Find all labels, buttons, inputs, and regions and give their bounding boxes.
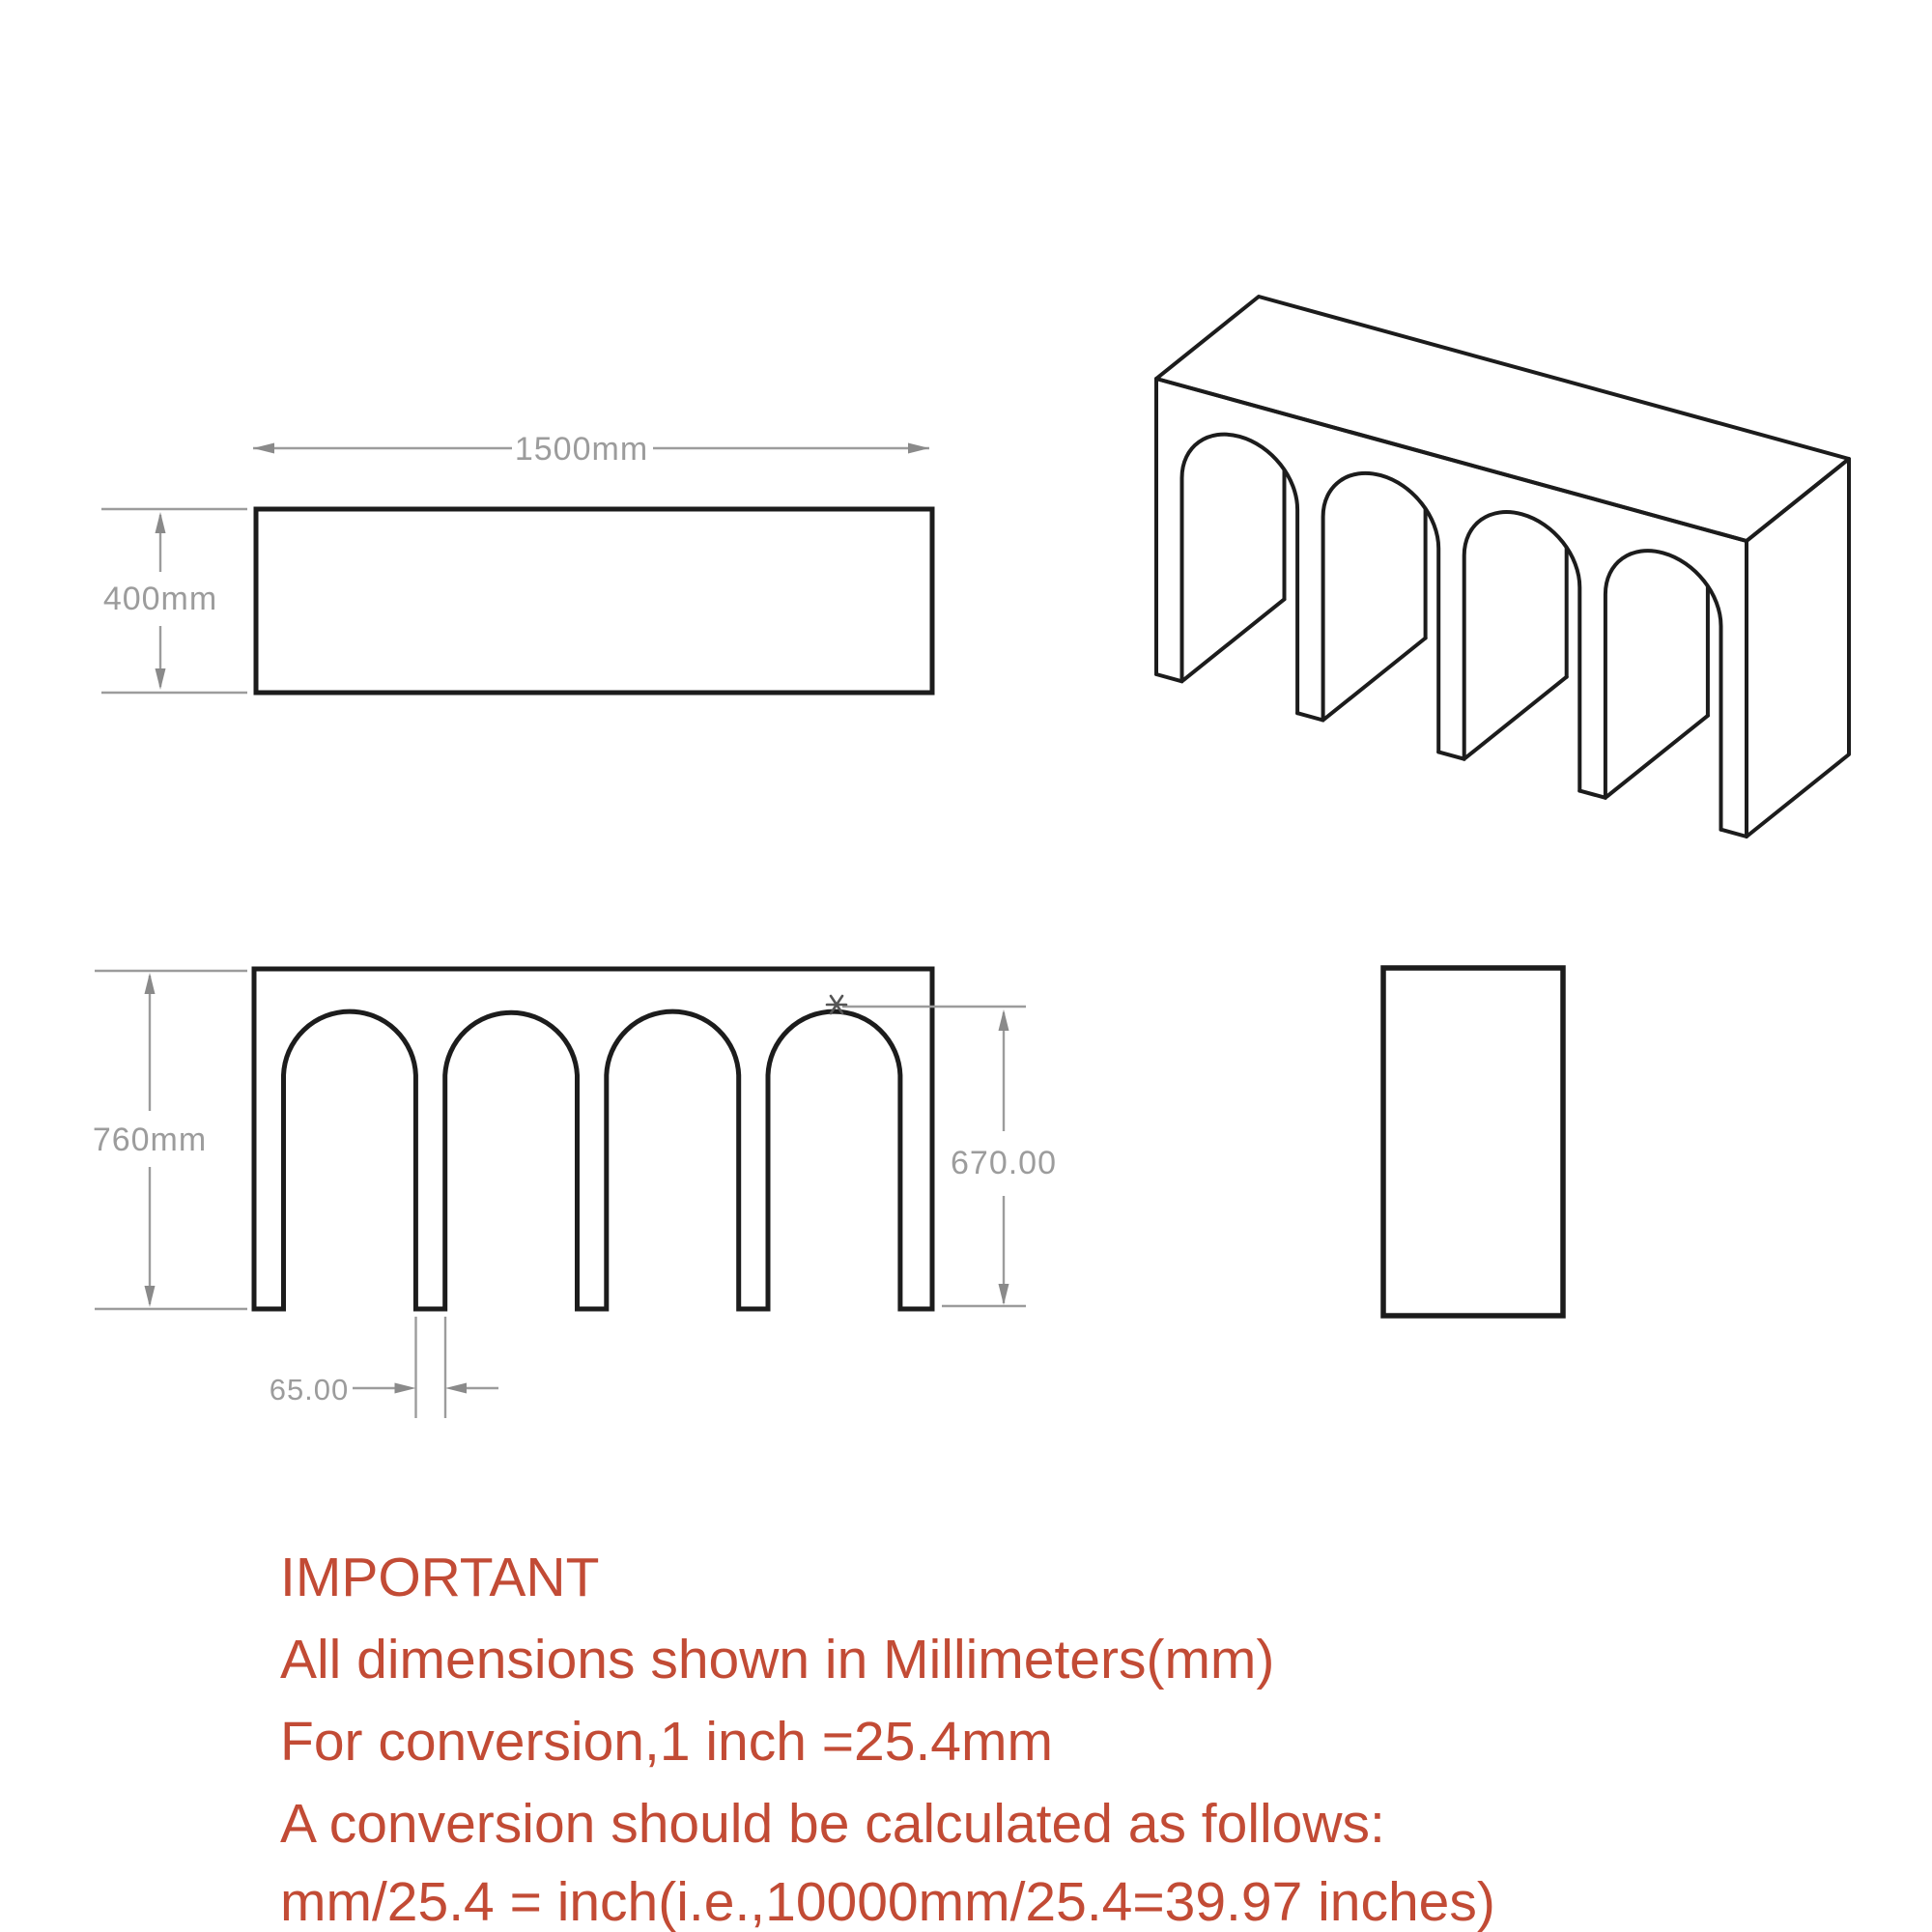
dimension-label-width: 1500mm [514,431,649,468]
front-view [93,969,1057,1418]
iso-arch-2 [1323,473,1439,753]
notes-line-4: mm/25.4 = inch(i.e.,10000mm/25.4=39.97 inches) [280,1871,1495,1932]
dimension-label-arch-height: 670.00 [951,1145,1057,1181]
notes-line-1: All dimensions shown in Millimeters(mm) [280,1629,1275,1690]
arrow-left-icon [253,443,274,454]
arrow-up-icon [156,512,166,533]
iso-arch-2-interior [1323,391,1542,721]
arrow-left-icon [445,1383,467,1394]
iso-right-face [1747,459,1849,837]
side-view-outline [1383,968,1563,1316]
arrow-up-icon [999,1009,1009,1031]
dimension-label-depth: 400mm [102,581,218,617]
iso-arch-3 [1464,512,1580,791]
dimension-depth-400 [101,509,247,693]
iso-arch-1-interior [1182,353,1401,682]
arrow-up-icon [145,973,156,994]
arrow-down-icon [145,1286,156,1307]
extension-lines [416,1317,446,1418]
front-view-outline-with-arches [254,969,932,1309]
arrow-down-icon [999,1284,1009,1305]
iso-arch-1 [1182,435,1298,714]
dimension-leg-width-65 [270,1317,498,1418]
dimension-height-760 [93,971,247,1309]
notes-block [280,1547,1495,1932]
arrow-down-icon [156,668,166,690]
iso-arch-3-interior [1464,430,1683,759]
top-view [101,431,932,693]
side-view [1383,968,1563,1316]
dimension-label-height: 760mm [92,1122,208,1158]
dimension-arch-height-670 [827,996,1057,1306]
arrow-right-icon [395,1383,416,1394]
isometric-view [1156,297,1849,837]
dimension-label-leg-width: 65.00 [269,1373,350,1406]
notes-line-3: A conversion should be calculated as follows: [280,1793,1385,1855]
top-view-outline [256,509,932,693]
iso-front-face-edges [1156,379,1747,837]
dimension-width-1500 [253,431,929,468]
iso-arch-4 [1605,551,1721,830]
notes-line-2: For conversion,1 inch =25.4mm [280,1711,1053,1773]
notes-title: IMPORTANT [280,1547,600,1608]
iso-top-face [1156,297,1849,541]
arrow-right-icon [908,443,929,454]
iso-arch-4-interior [1605,469,1824,798]
